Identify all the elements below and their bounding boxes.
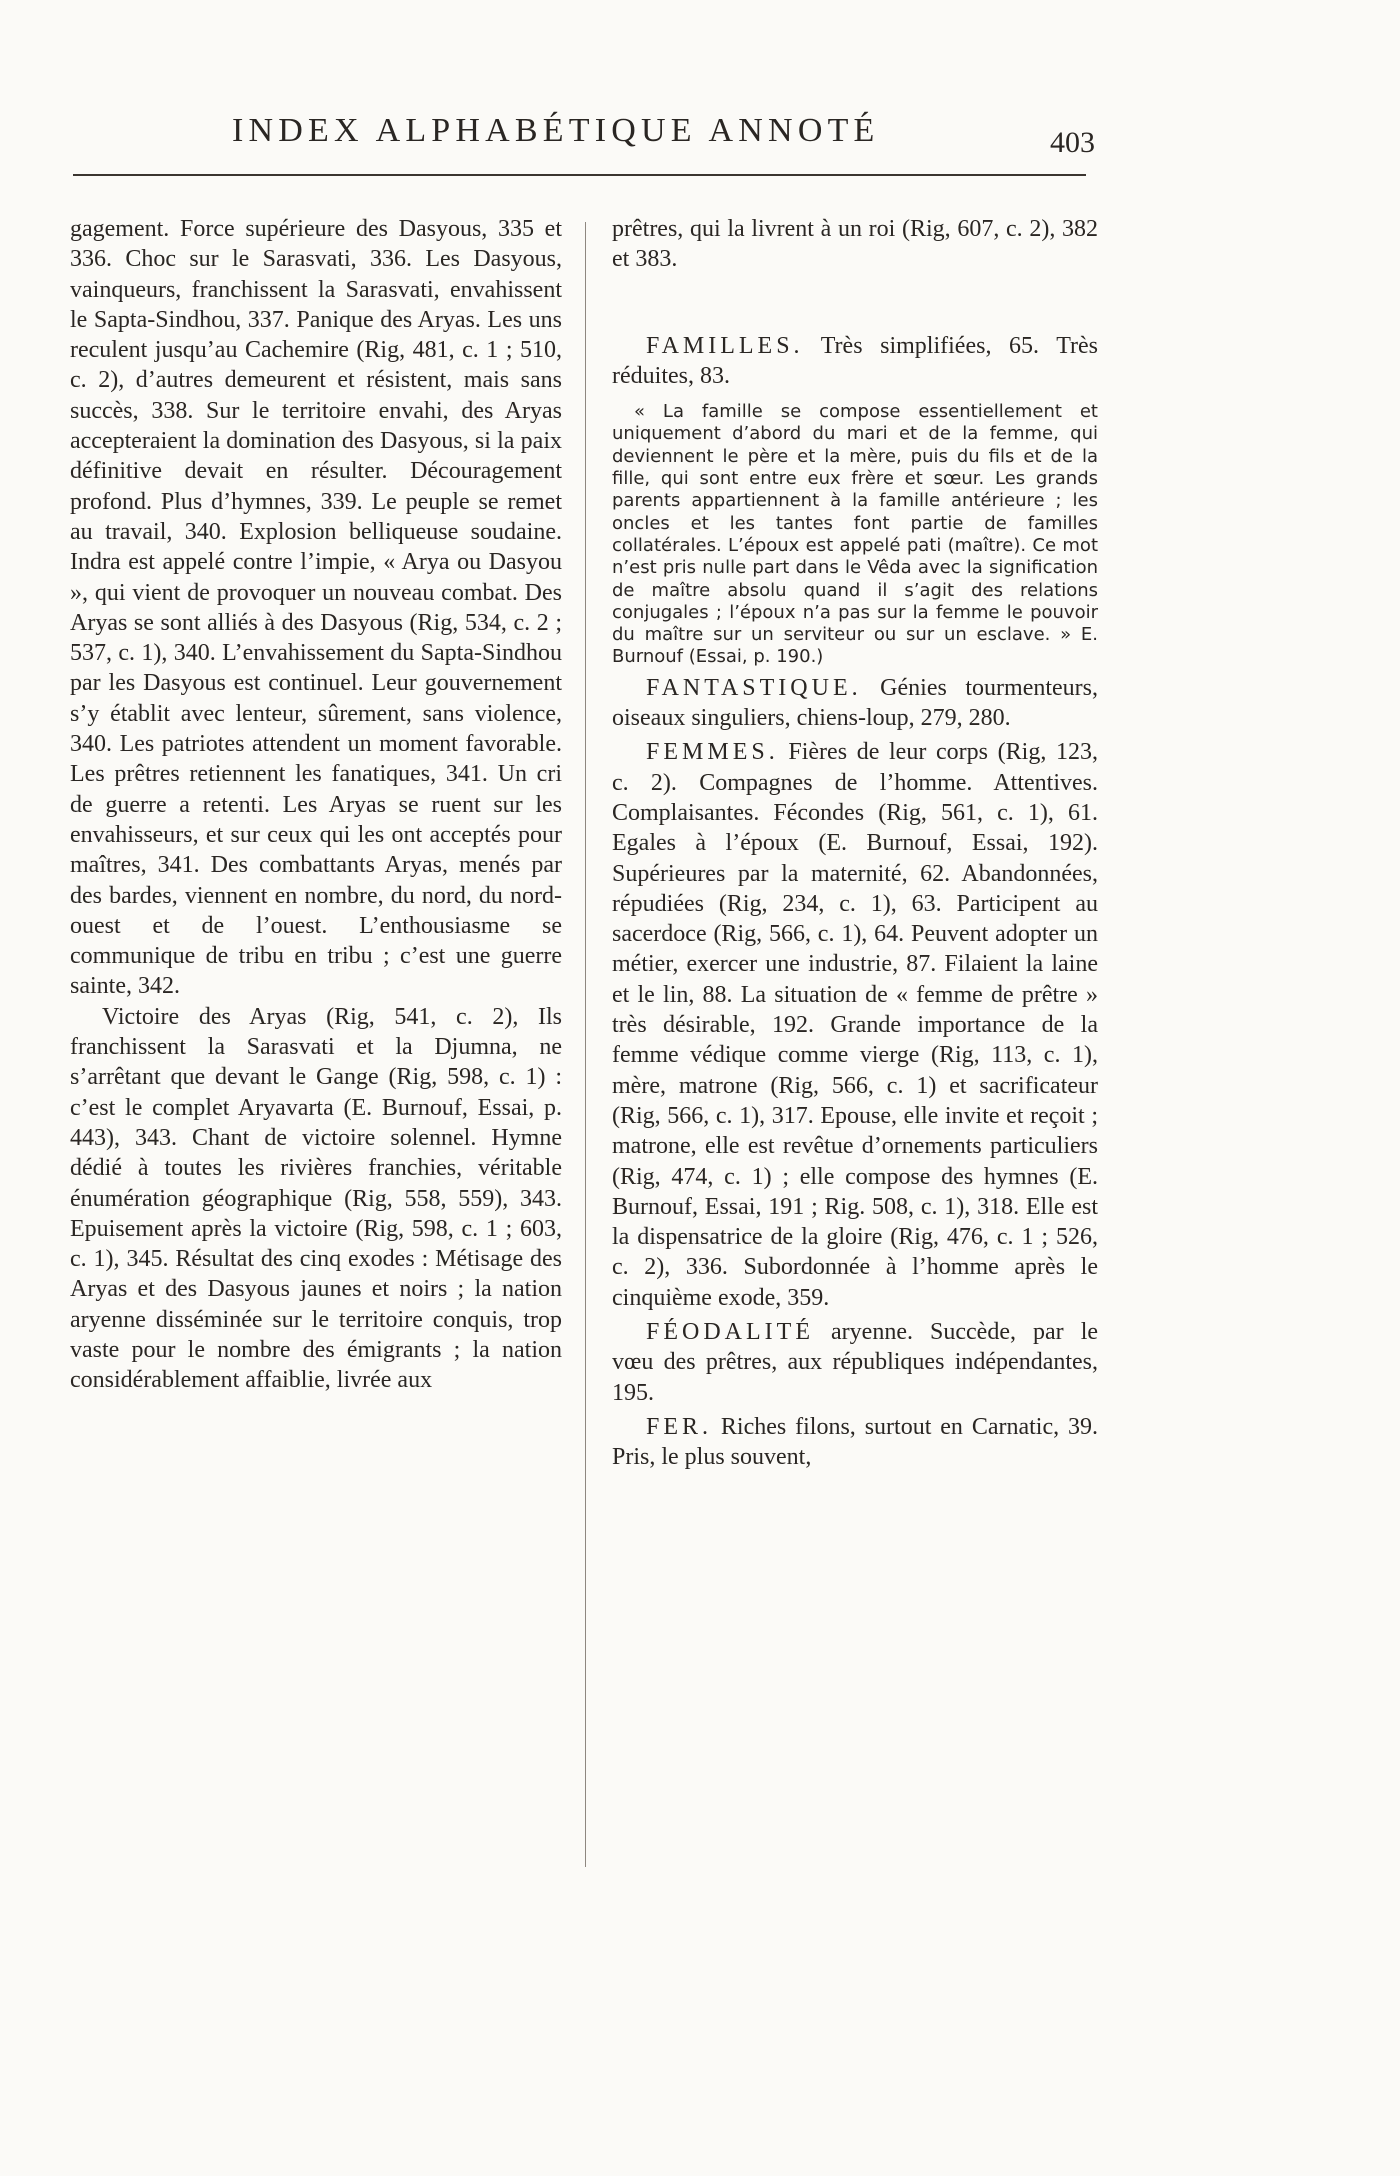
entry-femmes [612,737,1098,1313]
entry-body-femmes: Fières de leur corps (Rig, 123, c. 2). Compagnes de l’homme. Attentives. Complaisantes. Fécondes (Rig, 561, c. 1), 61. Egales à l’époux (E. Burnouf, Essai, 192). Supérieures par la maternité, 62. Abandonnées, répudiées (Rig, 234, c. 1), 63. Participent au sacerdoce (Rig, 566, c. 1), 64. Peuvent adopter un métier, exercer une industrie, 87. Filaient la laine et le lin, 88. La situation de « femme de prêtre » très désirable, 192. Grande importance de la femme védique comme vierge (Rig, 113, c. 1), mère, matrone (Rig, 566, c. 1) et sacrificateur (Rig, 566, c. 1), 317. Epouse, elle invite et reçoit ; matrone, elle est revêtue d’ornements particuliers (Rig, 474, c. 1) ; elle compose des hymnes (E. Burnouf, Essai, 191 ; Rig. 508, c. 1), 318. Elle est la dispensatrice de la gloire (Rig, 476, c. 1 ; 526, c. 2), 336. Subordonnée à l’homme après le cinquième exode, 359. [612,739,1098,1311]
entry-head-femmes: FEMMES. [646,739,779,766]
entry-head-fer: FER. [646,1413,713,1440]
running-head [0,112,1400,172]
entry-familles [612,331,1098,392]
familles-quotation: « La famille se compose essentiellement et uniquement d’abord du mari et de la femme, qui deviennent le père et la mère, puis du fils et de la fille, qui sont entre eux frère et sœur. Les grands parents appartiennent à la famille antérieure ; les oncles et les tantes font partie de familles collatérales. L’époux est appelé pati (maître). Ce mot n’est pris nulle part dans le Vêda avec la signification de maître absolu quand il s’agit des relations conjugales ; l’époux n’a pas sur la femme le pouvoir du maître sur un serviteur ou sur un esclave. » E. Burnouf (Essai, p. 190.) [612,401,1098,668]
entry-body-fantastique: Génies tourmenteurs, oiseaux singuliers, chiens-loup, 279, 280. [612,674,1098,732]
header-rule [73,174,1086,176]
entry-fantastique [612,673,1098,734]
entry-body-familles: Très simplifiées, 65. Très réduites, 83. [612,332,1098,389]
entry-body-feodalite: aryenne. Succède, par le vœu des prêtres, aux républiques indépendantes, 195. [612,1318,1099,1406]
entry-body-fer: Riches filons, surtout en Carnatic, 39. Pris, le plus souvent, [612,1413,1099,1471]
left-paragraph-1: gagement. Force supérieure des Dasyous, 335 et 336. Choc sur le Sarasvati, 336. Les Dasyous, vainqueurs, franchissent la Sarasvati, envahissent le Sapta-Sindhou, 337. Panique des Aryas. Les uns reculent jusqu’au Cachemire (Rig, 481, c. 1 ; 510, c. 2), d’autres demeurent et résistent, mais sans succès, 338. Sur le territoire envahi, des Aryas accepteraient la domination des Dasyous, si la paix définitive devait en résulter. Découragement profond. Plus d’hymnes, 339. Le peuple se remet au travail, 340. Explosion belliqueuse soudaine. Indra est appelé contre l’impie, « Arya ou Dasyou », qui vient de provoquer un nouveau combat. Des Aryas se sont alliés à des Dasyous (Rig, 534, c. 2 ; 537, c. 1), 340. L’envahissement du Sapta-Sindhou par les Dasyous est continuel. Leur gouvernement s’y établit avec lenteur, sûrement, sans violence, 340. Les patriotes attendent un moment favorable. Les prêtres retiennent les fanatiques, 341. Un cri de guerre a retenti. Les Aryas se ruent sur les envahisseurs, et sur ceux qui les ont acceptés pour maîtres, 341. Des combattants Aryas, menés par des bardes, viennent en nombre, du nord, du nord-ouest et de l’ouest. L’enthousiasme se communique de tribu en tribu ; c’est une guerre sainte, 342. [70,216,562,1000]
left-column [70,214,562,1396]
entry-fer [612,1412,1098,1473]
running-head-title: INDEX ALPHABÉTIQUE ANNOTÉ [232,112,880,149]
entry-head-fantastique: FANTASTIQUE. [646,674,862,701]
entry-head-familles: FAMILLES. [646,332,804,359]
entry-head-feodalite: FÉODALITÉ [646,1318,814,1345]
right-column [612,214,1098,1472]
entry-feodalite [612,1317,1098,1408]
left-paragraph-2: Victoire des Aryas (Rig, 541, c. 2), Ils franchissent la Sarasvati et la Djumna, ne s’arrêtant que devant le Gange (Rig, 598, c. 1) : c’est le complet Aryavarta (E. Burnouf, Essai, p. 443), 343. Chant de victoire solennel. Hymne dédié à toutes les rivières franchies, véritable énumération géographique (Rig, 558, 559), 343. Epuisement après la victoire (Rig, 598, c. 1 ; 603, c. 1), 345. Résultat des cinq exodes : Métisage des Aryas et des Dasyous jaunes et noirs ; la nation aryenne disséminée sur le territoire conquis, trop vaste pour le nombre des émigrants ; la nation considérablement affaiblie, livrée aux [70,1003,562,1394]
continuation-paragraph: prêtres, qui la livrent à un roi (Rig, 607, c. 2), 382 et 383. [612,216,1098,273]
column-divider [585,222,586,1867]
page-number: 403 [1050,126,1095,159]
